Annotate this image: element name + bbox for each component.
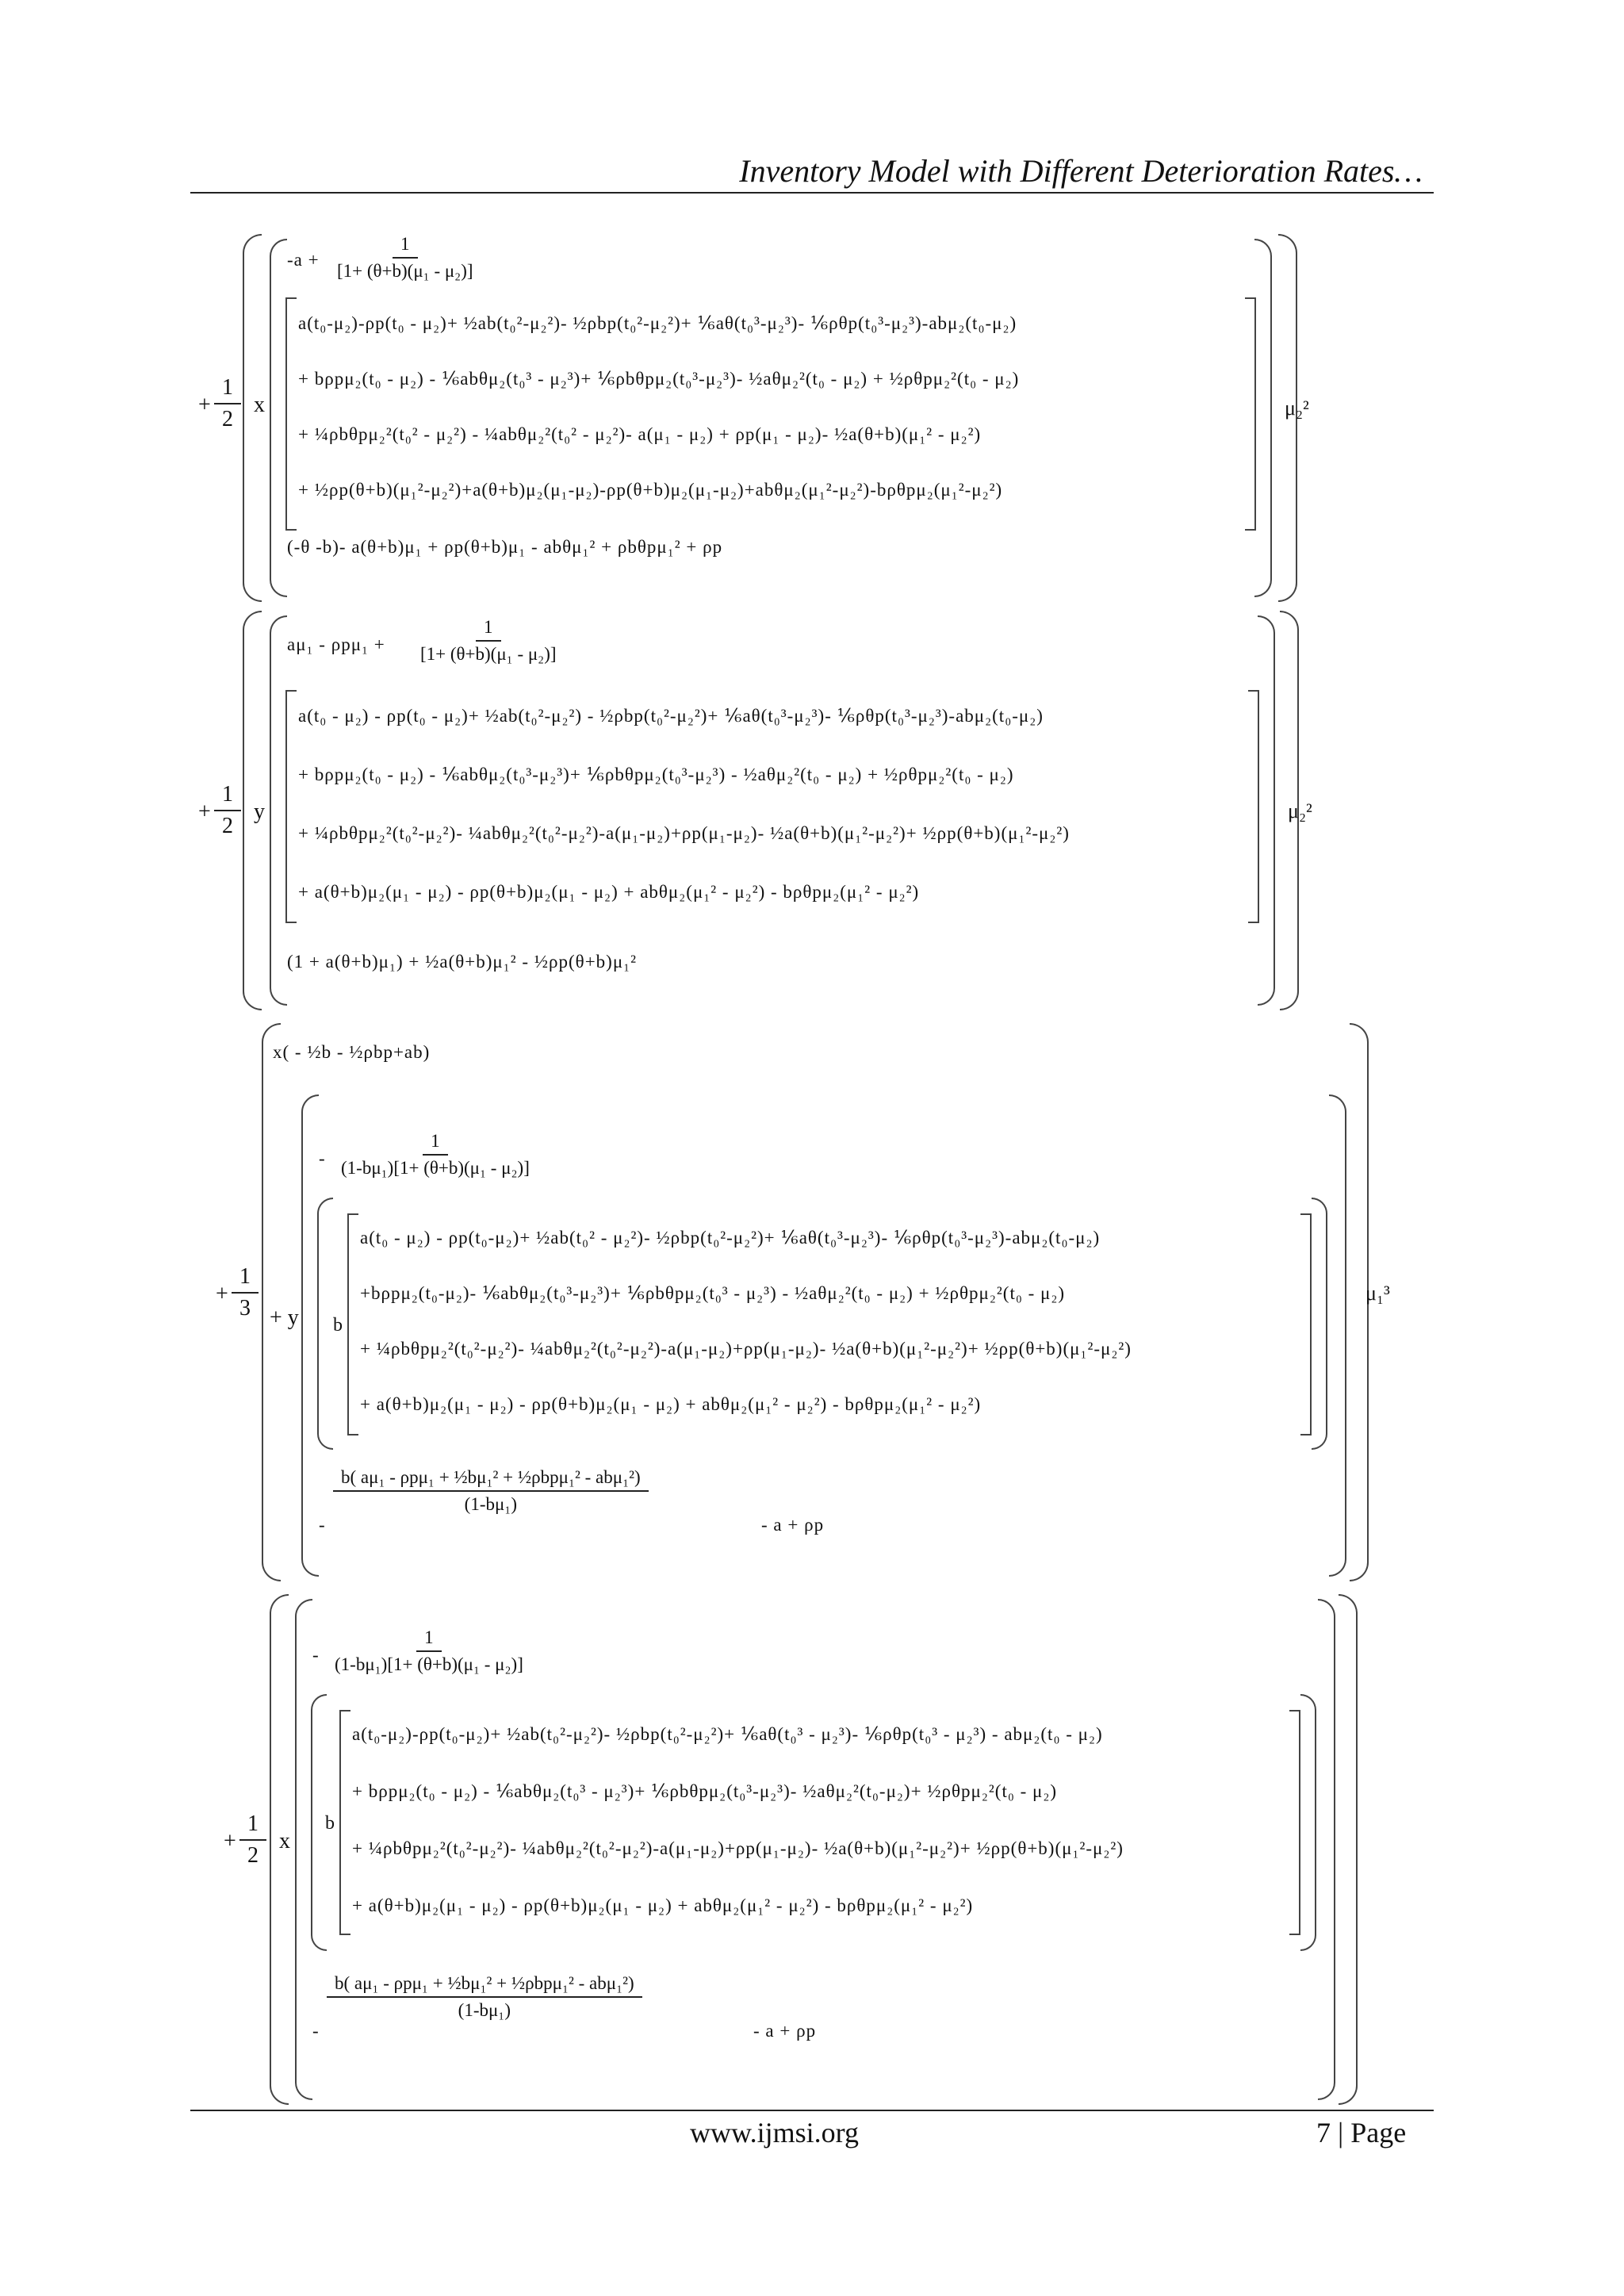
b-prefix: b <box>333 1315 343 1336</box>
running-header-title: Inventory Model with Different Deterioration Rates… <box>739 153 1423 189</box>
reciprocal-fraction <box>329 234 481 282</box>
bracket-line-4: + a(θ+b)μ₂(μ₁ - μ₂) - ρp(θ+b)μ₂(μ₁ - μ₂) + abθμ₂(μ₁² - μ₂²) - bρθpμ₂(μ₁² - μ₂²) <box>360 1394 982 1414</box>
bracket-line-2: + bρpμ₂(t₀ - μ₂) - ⅙abθμ₂(t₀³-μ₂³)+ ⅙ρbθpμ₂(t₀³-μ₂³) - ½aθμ₂²(t₀ - μ₂) + ½ρθpμ₂²(t₀ - μ₂) <box>298 765 1014 784</box>
coefficient-denominator: 2 <box>247 1843 259 1868</box>
equation-term-2 <box>0 611 1624 1007</box>
tail-numerator: b( aμ₁ - ρpμ₁ + ½bμ₁² + ½ρbpμ₁² - abμ₁²) <box>333 1467 649 1492</box>
bracket-left <box>285 297 297 531</box>
top-expression: x( - ½b - ½ρbp+ab) <box>273 1042 431 1062</box>
coefficient-denominator: 2 <box>222 407 233 431</box>
fraction-numerator: 1 <box>476 617 501 642</box>
outer-factor: μ₁³ <box>1365 1282 1390 1305</box>
bracket-line-4: + ½ρp(θ+b)(μ₁²-μ₂²)+a(θ+b)μ₂(μ₁-μ₂)-ρp(θ+b)μ₂(μ₁-μ₂)+abθμ₂(μ₁²-μ₂²)-bρθpμ₂(μ₁²-μ₂²) <box>298 480 1003 500</box>
b-group-right-paren <box>1312 1198 1327 1450</box>
b-group-left-paren <box>317 1198 333 1450</box>
b-group-left-paren <box>311 1694 327 1951</box>
tail-numerator: b( aμ₁ - ρpμ₁ + ½bμ₁² + ½ρbpμ₁² - abμ₁²) <box>327 1973 642 1998</box>
bracket-line-2: + bρpμ₂(t₀ - μ₂) - ⅙abθμ₂(t₀³ - μ₂³)+ ⅙ρbθpμ₂(t₀³-μ₂³)- ½aθμ₂²(t₀ - μ₂) + ½ρθpμ₂²(t₀ - μ₂) <box>298 369 1020 389</box>
bracket-line-1: a(t₀-μ₂)-ρp(t₀ - μ₂)+ ½ab(t₀²-μ₂²)- ½ρbp(t₀²-μ₂²)+ ⅙aθ(t₀³-μ₂³)- ⅙ρθp(t₀³-μ₂³)-abμ₂(t₀-μ₂) <box>298 313 1017 333</box>
term-sign: + <box>198 393 211 417</box>
equation-term-3 <box>0 1023 1624 1578</box>
inner-right-paren <box>1329 1094 1346 1577</box>
lead-expression: - <box>319 1148 326 1168</box>
inner-right-paren <box>1318 1599 1335 2100</box>
bracket-line-4: + a(θ+b)μ₂(μ₁ - μ₂) - ρp(θ+b)μ₂(μ₁ - μ₂) + abθμ₂(μ₁² - μ₂²) - bρθpμ₂(μ₁² - μ₂²) <box>352 1895 974 1915</box>
lead-expression: aμ₁ - ρpμ₁ + <box>287 634 385 654</box>
fraction-denominator: [1+ (θ+b)(μ₁ - μ₂)] <box>420 644 557 664</box>
outer-left-paren <box>262 1023 281 1581</box>
term-sign: + <box>198 799 211 824</box>
inner-left-paren <box>270 239 287 597</box>
outer-right-paren <box>1339 1594 1358 2105</box>
outer-left-paren <box>243 234 262 602</box>
bracket-right <box>1300 1213 1312 1435</box>
bracket-line-2: +bρpμ₂(t₀-μ₂)- ⅙abθμ₂(t₀³-μ₂³)+ ⅙ρbθpμ₂(t₀³ - μ₂³) - ½aθμ₂²(t₀ - μ₂) + ½ρθpμ₂²(t₀ - μ₂) <box>360 1283 1066 1303</box>
inner-right-paren <box>1258 615 1275 1006</box>
inner-left-paren <box>295 1599 312 2100</box>
footer-rule <box>190 2110 1434 2111</box>
tail-expression: (-θ -b)- a(θ+b)μ₁ + ρp(θ+b)μ₁ - abθμ₁² + ρbθpμ₁² + ρp <box>287 537 723 557</box>
term-sign: + <box>216 1282 228 1306</box>
term-variable: x <box>279 1829 290 1853</box>
fraction-denominator: (1-bμ₁)[1+ (θ+b)(μ₁ - μ₂)] <box>341 1158 530 1178</box>
bracket-line-1: a(t₀ - μ₂) - ρp(t₀ - μ₂)+ ½ab(t₀²-μ₂²) - ½ρbp(t₀²-μ₂²)+ ⅙aθ(t₀³-μ₂³)- ⅙ρθp(t₀³-μ₂³)-abμ₂(t₀-μ₂) <box>298 706 1044 726</box>
bracket-left <box>285 690 297 923</box>
coefficient-numerator: 1 <box>214 782 241 811</box>
bracket-line-3: + ¼ρbθpμ₂²(t₀² - μ₂²) - ¼abθμ₂²(t₀² - μ₂²)- a(μ₁ - μ₂) + ρp(μ₁ - μ₂)- ½a(θ+b)(μ₁² - μ₂²) <box>298 424 982 444</box>
tail-after: - a + ρp <box>753 2021 817 2041</box>
footer-page-number: 7 | Page <box>1316 2117 1407 2148</box>
bracket-right <box>1245 297 1256 531</box>
tail-expression: (1 + a(θ+b)μ₁) + ½a(θ+b)μ₁² - ½ρp(θ+b)μ₁² <box>287 952 638 972</box>
term-variable: y <box>254 799 265 824</box>
reciprocal-fraction <box>333 1131 538 1179</box>
footer-website: www.ijmsi.org <box>690 2117 860 2148</box>
outer-factor: μ₂² <box>1288 799 1312 822</box>
bracket-line-3: + ¼ρbθpμ₂²(t₀²-μ₂²)- ¼abθμ₂²(t₀²-μ₂²)-a(μ₁-μ₂)+ρp(μ₁-μ₂)- ½a(θ+b)(μ₁²-μ₂²)+ ½ρp(θ+b)(μ₁²-μ₂²) <box>352 1838 1124 1858</box>
inner-right-paren <box>1254 239 1272 597</box>
bracket-right <box>1248 690 1259 923</box>
coefficient-denominator: 3 <box>239 1296 251 1320</box>
equation-term-1 <box>0 234 1624 599</box>
b-group-right-paren <box>1300 1694 1316 1951</box>
bracket-line-2: + bρpμ₂(t₀ - μ₂) - ⅙abθμ₂(t₀³ - μ₂³)+ ⅙ρbθpμ₂(t₀³-μ₂³)- ½aθμ₂²(t₀-μ₂)+ ½ρθpμ₂²(t₀ - μ₂) <box>352 1781 1058 1801</box>
fraction-denominator: (1-bμ₁)[1+ (θ+b)(μ₁ - μ₂)] <box>335 1654 523 1674</box>
header-rule <box>190 192 1434 194</box>
b-prefix: b <box>325 1813 335 1834</box>
fraction-numerator: 1 <box>423 1131 448 1156</box>
term-coefficient <box>214 782 241 839</box>
lead-expression: - <box>312 1645 320 1665</box>
equation-term-4 <box>0 1594 1624 2102</box>
outer-factor: μ₂² <box>1285 397 1309 420</box>
term-sign: + <box>224 1829 236 1853</box>
tail-denominator: (1-bμ₁) <box>458 2000 511 2020</box>
term-variable: x <box>254 393 265 417</box>
tail-denominator: (1-bμ₁) <box>464 1494 517 1514</box>
tail-fraction <box>333 1467 649 1515</box>
coefficient-denominator: 2 <box>222 814 233 838</box>
fraction-numerator: 1 <box>416 1627 442 1652</box>
bracket-left <box>347 1213 358 1435</box>
term-variable: + y <box>270 1305 299 1330</box>
term-coefficient <box>232 1264 259 1321</box>
tail-minus: - <box>319 1515 326 1535</box>
bracket-line-4: + a(θ+b)μ₂(μ₁ - μ₂) - ρp(θ+b)μ₂(μ₁ - μ₂) + abθμ₂(μ₁² - μ₂²) - bρθpμ₂(μ₁² - μ₂²) <box>298 882 920 902</box>
tail-minus: - <box>312 2021 320 2041</box>
reciprocal-fraction <box>327 1627 531 1675</box>
bracket-right <box>1289 1710 1300 1935</box>
bracket-line-1: a(t₀ - μ₂) - ρp(t₀-μ₂)+ ½ab(t₀² - μ₂²)- ½ρbp(t₀²-μ₂²)+ ⅙aθ(t₀³-μ₂³)- ⅙ρθp(t₀³-μ₂³)-abμ₂(t₀-μ₂) <box>360 1228 1101 1248</box>
bracket-left <box>339 1710 350 1935</box>
reciprocal-fraction <box>412 617 565 665</box>
inner-left-paren <box>301 1094 319 1577</box>
inner-left-paren <box>270 615 287 1006</box>
bracket-line-3: + ¼ρbθpμ₂²(t₀²-μ₂²)- ¼abθμ₂²(t₀²-μ₂²)-a(μ₁-μ₂)+ρp(μ₁-μ₂)- ½a(θ+b)(μ₁²-μ₂²)+ ½ρp(θ+b)(μ₁²-μ₂²) <box>360 1339 1132 1359</box>
coefficient-numerator: 1 <box>232 1264 259 1294</box>
coefficient-numerator: 1 <box>214 375 241 404</box>
bracket-line-1: a(t₀-μ₂)-ρp(t₀-μ₂)+ ½ab(t₀²-μ₂²)- ½ρbp(t₀²-μ₂²)+ ⅙aθ(t₀³ - μ₂³)- ⅙ρθp(t₀³ - μ₂³) - abμ₂(t₀ - μ₂) <box>352 1724 1103 1744</box>
bracket-line-3: + ¼ρbθpμ₂²(t₀²-μ₂²)- ¼abθμ₂²(t₀²-μ₂²)-a(μ₁-μ₂)+ρp(μ₁-μ₂)- ½a(θ+b)(μ₁²-μ₂²)+ ½ρp(θ+b)(μ₁²-μ₂²) <box>298 823 1070 843</box>
fraction-denominator: [1+ (θ+b)(μ₁ - μ₂)] <box>337 261 473 281</box>
coefficient-numerator: 1 <box>239 1811 266 1841</box>
lead-expression: -a + <box>287 250 320 270</box>
fraction-numerator: 1 <box>393 234 418 259</box>
term-coefficient <box>214 375 241 432</box>
tail-after: - a + ρp <box>761 1515 825 1535</box>
term-coefficient <box>239 1811 266 1869</box>
tail-fraction <box>327 1973 642 2021</box>
